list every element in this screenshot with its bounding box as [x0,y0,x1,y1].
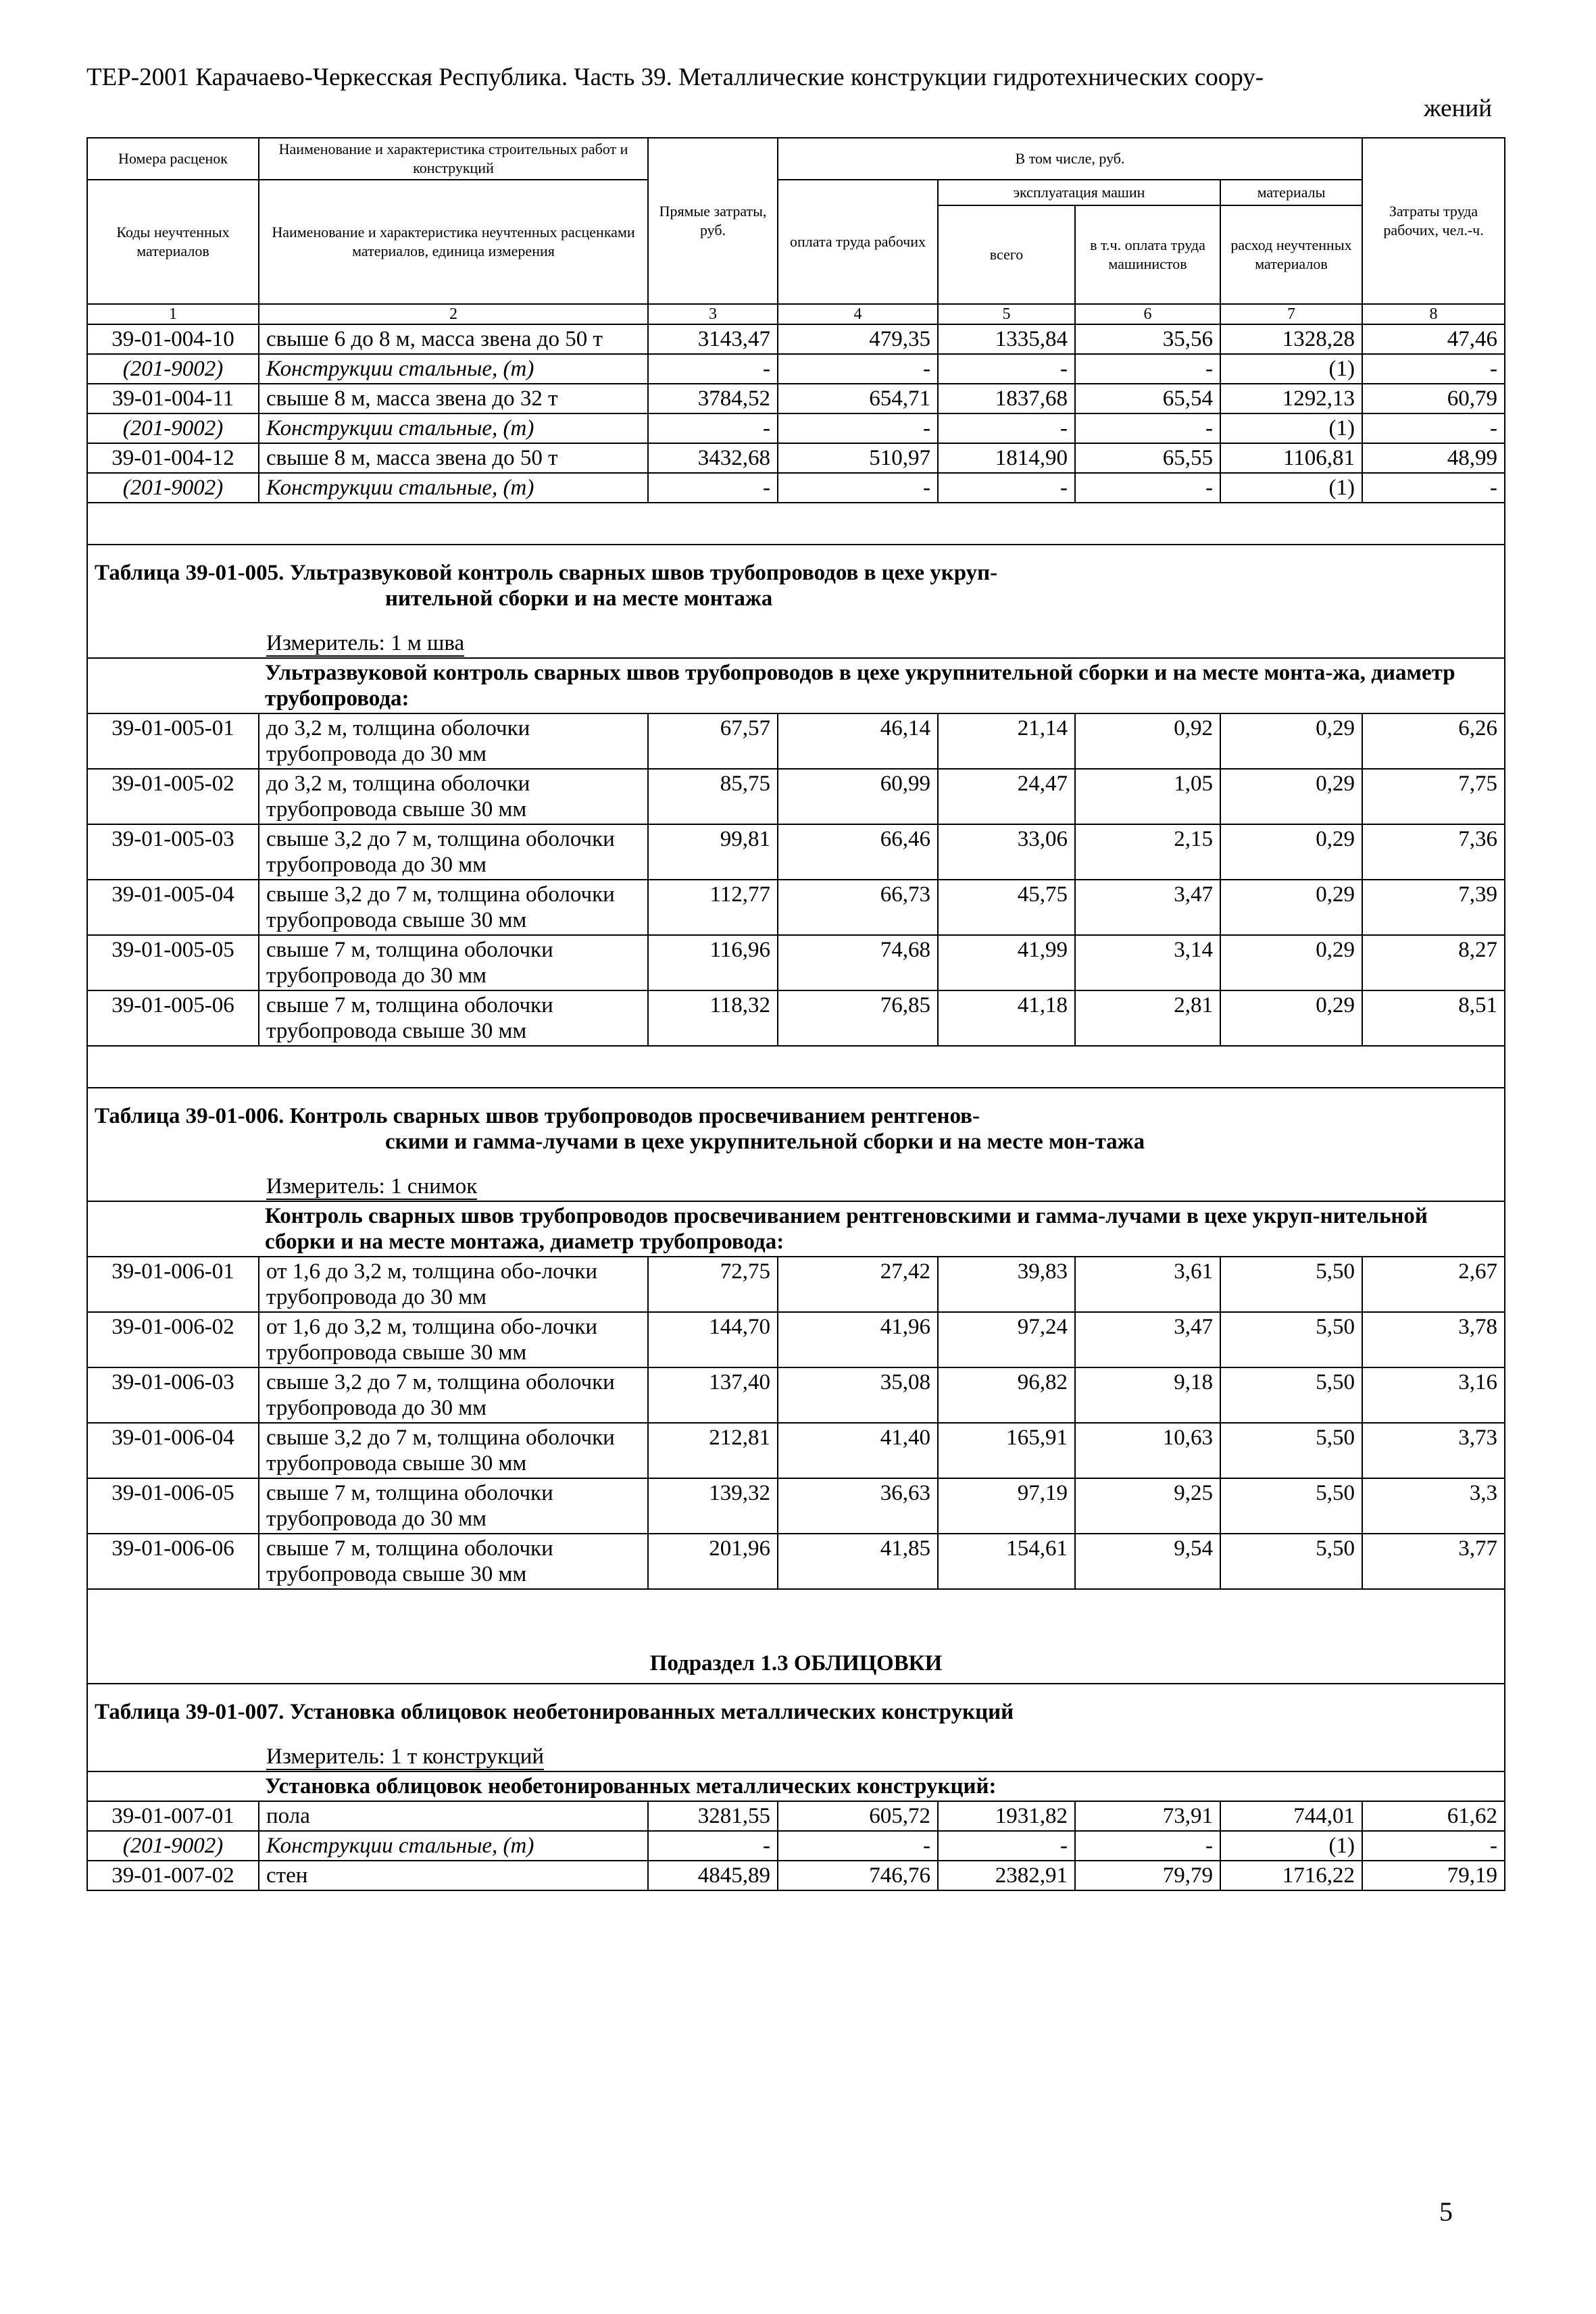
rate-name: Конструкции стальные, (т) [259,354,648,384]
table-row [87,1534,1505,1589]
table-005-subheading-row [87,658,1505,713]
rate-value: - [648,413,778,443]
rate-value: 41,96 [778,1312,938,1367]
rate-code: 39-01-007-01 [87,1801,259,1831]
rate-value: 5,50 [1220,1257,1362,1312]
rate-name: свыше 7 м, толщина оболочки трубопровода свыше 30 мм [259,1534,648,1589]
table-row [87,384,1505,413]
rate-code: 39-01-006-05 [87,1478,259,1534]
column-index: 6 [1075,304,1220,324]
rate-name: свыше 8 м, масса звена до 32 т [259,384,648,413]
rate-value: 2,15 [1075,824,1220,880]
rate-value: 3,73 [1362,1423,1505,1478]
rate-value: 2382,91 [938,1861,1075,1890]
column-index: 7 [1220,304,1362,324]
rate-value: - [1075,413,1220,443]
rate-name: Конструкции стальные, (т) [259,1831,648,1861]
table-006-measure-text: Измеритель: 1 снимок [266,1174,478,1199]
rate-code: 39-01-006-06 [87,1534,259,1589]
rate-value: - [1362,1831,1505,1861]
rate-value: - [1362,473,1505,503]
table-007-title-row [87,1684,1505,1732]
table-007-measure-text: Измеритель: 1 т конструкций [266,1744,545,1769]
rate-value: - [1362,354,1505,384]
rate-value: 112,77 [648,880,778,935]
column-index: 5 [938,304,1075,324]
table-007-measure-row [87,1732,1505,1771]
rate-value: 6,26 [1362,713,1505,769]
rate-value: 41,99 [938,935,1075,990]
table-row [87,1478,1505,1534]
header-line-1: ТЕР-2001 Карачаево-Черкесская Республика. Часть 39. Металлические конструкции гидротехнических соору- [86,64,1264,91]
rate-value: 73,91 [1075,1801,1220,1831]
rate-value: 1931,82 [938,1801,1075,1831]
rate-code: 39-01-005-02 [87,769,259,824]
rate-value: 5,50 [1220,1423,1362,1478]
rate-name: свыше 6 до 8 м, масса звена до 50 т [259,324,648,354]
material-row [87,473,1505,503]
table-005-measure [87,618,1505,658]
rate-value: 8,27 [1362,935,1505,990]
rate-value: 46,14 [778,713,938,769]
rate-code: (201-9002) [87,354,259,384]
rate-value: - [938,413,1075,443]
rate-value: 41,85 [778,1534,938,1589]
rate-value: 3,16 [1362,1367,1505,1423]
table-005-title-line2: нительной сборки и на месте монтажа [385,586,773,611]
rate-name: свыше 7 м, толщина оболочки трубопровода свыше 30 мм [259,990,648,1046]
rate-value: 35,56 [1075,324,1220,354]
rate-value: 79,79 [1075,1861,1220,1890]
rate-value: 9,18 [1075,1367,1220,1423]
rate-name: Конструкции стальные, (т) [259,473,648,503]
rate-value: 9,54 [1075,1534,1220,1589]
table-005-title [87,545,1505,618]
table-007-title [87,1684,1505,1732]
subsection-title: Подраздел 1.3 ОБЛИЦОВКИ [87,1630,1505,1684]
table-006-title-line1: Таблица 39-01-006. Контроль сварных швов трубопроводов просвечиванием рентгенов- [95,1104,980,1128]
rate-value: 744,01 [1220,1801,1362,1831]
rate-code: 39-01-005-06 [87,990,259,1046]
rate-code: (201-9002) [87,1831,259,1861]
table-gap-row [87,1589,1505,1630]
table-row [87,1312,1505,1367]
page-header [86,62,1492,124]
rate-value: 67,57 [648,713,778,769]
rate-value: 2,81 [1075,990,1220,1046]
rate-value: 74,68 [778,935,938,990]
header-mach-pay: в т.ч. оплата труда машинистов [1075,205,1220,304]
rate-value: 116,96 [648,935,778,990]
table-gap [87,1046,1505,1088]
rate-value: 1292,13 [1220,384,1362,413]
table-gap [87,1589,1505,1630]
rate-value: 61,62 [1362,1801,1505,1831]
table-006-measure [87,1161,1505,1201]
rate-value: 165,91 [938,1423,1075,1478]
header-direct-costs: Прямые затраты, руб. [648,138,778,304]
rate-name: свыше 8 м, масса звена до 50 т [259,443,648,473]
rate-value: 2,67 [1362,1257,1505,1312]
table-006-title [87,1088,1505,1161]
rate-value: - [648,473,778,503]
header-labor: Затраты труда рабочих, чел.-ч. [1362,138,1505,304]
table-005-subheading: Ультразвуковой контроль сварных швов трубопроводов в цехе укрупнительной сборки и на месте монта-жа, диаметр трубопровода: [87,658,1505,713]
rate-name: свыше 3,2 до 7 м, толщина оболочки трубопровода свыше 30 мм [259,1423,648,1478]
rate-value: 0,92 [1075,713,1220,769]
header-incl: В том числе, руб. [778,138,1362,180]
rate-name: свыше 3,2 до 7 м, толщина оболочки трубопровода до 30 мм [259,1367,648,1423]
table-006-title-line2: скими и гамма-лучами в цехе укрупнительной сборки и на месте мон-тажа [385,1130,1145,1154]
rate-value: 39,83 [938,1257,1075,1312]
rate-code: (201-9002) [87,473,259,503]
rate-value: - [1362,413,1505,443]
rate-value: 8,51 [1362,990,1505,1046]
rate-value: 3281,55 [648,1801,778,1831]
table-row [87,990,1505,1046]
rate-code: (201-9002) [87,413,259,443]
rate-value: 0,29 [1220,990,1362,1046]
rate-name: до 3,2 м, толщина оболочки трубопровода до 30 мм [259,713,648,769]
table-row [87,713,1505,769]
rate-value: 746,76 [778,1861,938,1890]
rate-value: - [778,1831,938,1861]
rate-value: 60,99 [778,769,938,824]
rate-value: 48,99 [1362,443,1505,473]
rate-value: 60,79 [1362,384,1505,413]
table-006-subheading-row [87,1201,1505,1257]
rate-value: 66,73 [778,880,938,935]
rate-value: 41,40 [778,1423,938,1478]
rate-value: 154,61 [938,1534,1075,1589]
rate-value: - [1075,354,1220,384]
rate-code: 39-01-006-03 [87,1367,259,1423]
rate-value: 139,32 [648,1478,778,1534]
rate-value: (1) [1220,354,1362,384]
table-row [87,880,1505,935]
table-row [87,935,1505,990]
rate-value: 3,3 [1362,1478,1505,1534]
rate-value: 3,47 [1075,880,1220,935]
rate-value: 212,81 [648,1423,778,1478]
rate-code: 39-01-005-04 [87,880,259,935]
rate-code: 39-01-005-05 [87,935,259,990]
rate-value: - [648,1831,778,1861]
rate-value: 1716,22 [1220,1861,1362,1890]
rate-value: 41,18 [938,990,1075,1046]
table-gap-row [87,503,1505,545]
table-row [87,1367,1505,1423]
rate-value: 118,32 [648,990,778,1046]
rate-value: 9,25 [1075,1478,1220,1534]
rate-value: 479,35 [778,324,938,354]
table-gap [87,503,1505,545]
rate-value: 1335,84 [938,324,1075,354]
rate-code: 39-01-004-12 [87,443,259,473]
header-col2b: Наименование и характеристика неучтенных расценками материалов, единица измерения [259,180,648,304]
table-007-subheading: Установка облицовок необетонированных металлических конструкций: [87,1771,1505,1801]
header-mat: материалы [1220,180,1362,205]
rate-value: 66,46 [778,824,938,880]
table-007-subheading-row [87,1771,1505,1801]
rate-value: 24,47 [938,769,1075,824]
rate-value: 5,50 [1220,1478,1362,1534]
rate-value: 72,75 [648,1257,778,1312]
table-005-title-row [87,545,1505,618]
rate-value: 3,77 [1362,1534,1505,1589]
rate-value: 1328,28 [1220,324,1362,354]
rate-value: 10,63 [1075,1423,1220,1478]
table-row [87,324,1505,354]
rate-value: 97,19 [938,1478,1075,1534]
column-index: 2 [259,304,648,324]
rate-value: 137,40 [648,1367,778,1423]
rate-value: 35,08 [778,1367,938,1423]
rate-name: свыше 7 м, толщина оболочки трубопровода до 30 мм [259,935,648,990]
table-006-subheading: Контроль сварных швов трубопроводов просвечиванием рентгеновскими и гамма-лучами в цехе укруп-нительной сборки и на месте монтажа, диаметр трубопровода: [87,1201,1505,1257]
rate-value: 33,06 [938,824,1075,880]
table-006-measure-row [87,1161,1505,1201]
table-row [87,824,1505,880]
rate-value: 36,63 [778,1478,938,1534]
rate-value: 1837,68 [938,384,1075,413]
rate-value: 99,81 [648,824,778,880]
rate-value: 510,97 [778,443,938,473]
rate-code: 39-01-004-11 [87,384,259,413]
rate-name: от 1,6 до 3,2 м, толщина обо-лочки трубопровода свыше 30 мм [259,1312,648,1367]
rate-value: 79,19 [1362,1861,1505,1890]
rate-name: свыше 7 м, толщина оболочки трубопровода до 30 мм [259,1478,648,1534]
rate-value: 85,75 [648,769,778,824]
rate-value: 0,29 [1220,824,1362,880]
rate-value: 201,96 [648,1534,778,1589]
rate-value: 3143,47 [648,324,778,354]
rate-value: (1) [1220,1831,1362,1861]
header-mat-sub: расход неучтенных материалов [1220,205,1362,304]
rate-value: 47,46 [1362,324,1505,354]
rate-value: - [938,1831,1075,1861]
rate-value: 7,75 [1362,769,1505,824]
rate-value: - [778,354,938,384]
rate-value: 45,75 [938,880,1075,935]
table-005-measure-text: Измеритель: 1 м шва [266,631,465,655]
rate-value: 97,24 [938,1312,1075,1367]
table-gap-row [87,1046,1505,1088]
rate-value: - [778,473,938,503]
column-index: 3 [648,304,778,324]
header-row-2 [87,180,1505,205]
header-row-1 [87,138,1505,180]
rate-value: - [938,473,1075,503]
rate-value: 5,50 [1220,1312,1362,1367]
rate-value: 0,29 [1220,880,1362,935]
rate-value: - [1075,473,1220,503]
table-007-measure [87,1732,1505,1771]
table-row [87,1423,1505,1478]
material-row [87,413,1505,443]
material-row [87,1831,1505,1861]
rate-value: (1) [1220,413,1362,443]
rate-value: - [1075,1831,1220,1861]
table-row [87,769,1505,824]
rates-table-body [87,138,1505,1890]
rate-value: 3,61 [1075,1257,1220,1312]
rate-code: 39-01-006-02 [87,1312,259,1367]
rate-code: 39-01-007-02 [87,1861,259,1890]
table-row [87,443,1505,473]
rate-value: 0,29 [1220,769,1362,824]
rate-value: 7,36 [1362,824,1505,880]
rate-value: 1,05 [1075,769,1220,824]
rate-value: 3784,52 [648,384,778,413]
page-number: 5 [1439,2196,1453,2227]
rate-value: 27,42 [778,1257,938,1312]
rate-name: пола [259,1801,648,1831]
header-col1a: Номера расценок [87,138,259,180]
rate-value: - [648,354,778,384]
column-index: 8 [1362,304,1505,324]
rate-value: 0,29 [1220,935,1362,990]
table-006-title-row [87,1088,1505,1161]
rate-value: 7,39 [1362,880,1505,935]
material-row [87,354,1505,384]
header-mach-all: всего [938,205,1075,304]
rate-value: 21,14 [938,713,1075,769]
rate-code: 39-01-005-01 [87,713,259,769]
rate-value: 1106,81 [1220,443,1362,473]
rate-value: - [778,413,938,443]
rate-code: 39-01-005-03 [87,824,259,880]
column-index: 1 [87,304,259,324]
header-index-row [87,304,1505,324]
rate-name: стен [259,1861,648,1890]
header-col1b: Коды неучтенных материалов [87,180,259,304]
table-row [87,1861,1505,1890]
rate-value: 76,85 [778,990,938,1046]
subsection-title-row [87,1630,1505,1684]
header-col2a: Наименование и характеристика строительных работ и конструкций [259,138,648,180]
rate-value: 605,72 [778,1801,938,1831]
rate-value: 5,50 [1220,1367,1362,1423]
rate-value: 654,71 [778,384,938,413]
rate-name: свыше 3,2 до 7 м, толщина оболочки трубопровода свыше 30 мм [259,880,648,935]
rate-name: Конструкции стальные, (т) [259,413,648,443]
table-007-title-line1: Таблица 39-01-007. Установка облицовок необетонированных металлических конструкций [95,1700,1014,1724]
column-index: 4 [778,304,938,324]
rate-name: от 1,6 до 3,2 м, толщина обо-лочки трубопровода до 30 мм [259,1257,648,1312]
rates-table [86,137,1505,1891]
header-line-2: жений [1424,95,1492,122]
rate-code: 39-01-006-01 [87,1257,259,1312]
rate-value: 4845,89 [648,1861,778,1890]
rate-value: (1) [1220,473,1362,503]
table-005-measure-row [87,618,1505,658]
table-row [87,1257,1505,1312]
rate-value: 3,47 [1075,1312,1220,1367]
rate-code: 39-01-006-04 [87,1423,259,1478]
rate-value: 144,70 [648,1312,778,1367]
rate-value: 5,50 [1220,1534,1362,1589]
table-row [87,1801,1505,1831]
table-005-title-line1: Таблица 39-01-005. Ультразвуковой контроль сварных швов трубопроводов в цехе укруп- [95,561,998,585]
rate-name: до 3,2 м, толщина оболочки трубопровода свыше 30 мм [259,769,648,824]
rate-value: 65,54 [1075,384,1220,413]
header-pay: оплата труда рабочих [778,180,938,304]
rate-value: 3,14 [1075,935,1220,990]
rate-value: - [938,354,1075,384]
rate-value: 1814,90 [938,443,1075,473]
rate-code: 39-01-004-10 [87,324,259,354]
rate-value: 0,29 [1220,713,1362,769]
rate-value: 65,55 [1075,443,1220,473]
rate-name: свыше 3,2 до 7 м, толщина оболочки трубопровода до 30 мм [259,824,648,880]
rate-value: 3432,68 [648,443,778,473]
header-mach: эксплуатация машин [938,180,1220,205]
rate-value: 96,82 [938,1367,1075,1423]
rate-value: 3,78 [1362,1312,1505,1367]
